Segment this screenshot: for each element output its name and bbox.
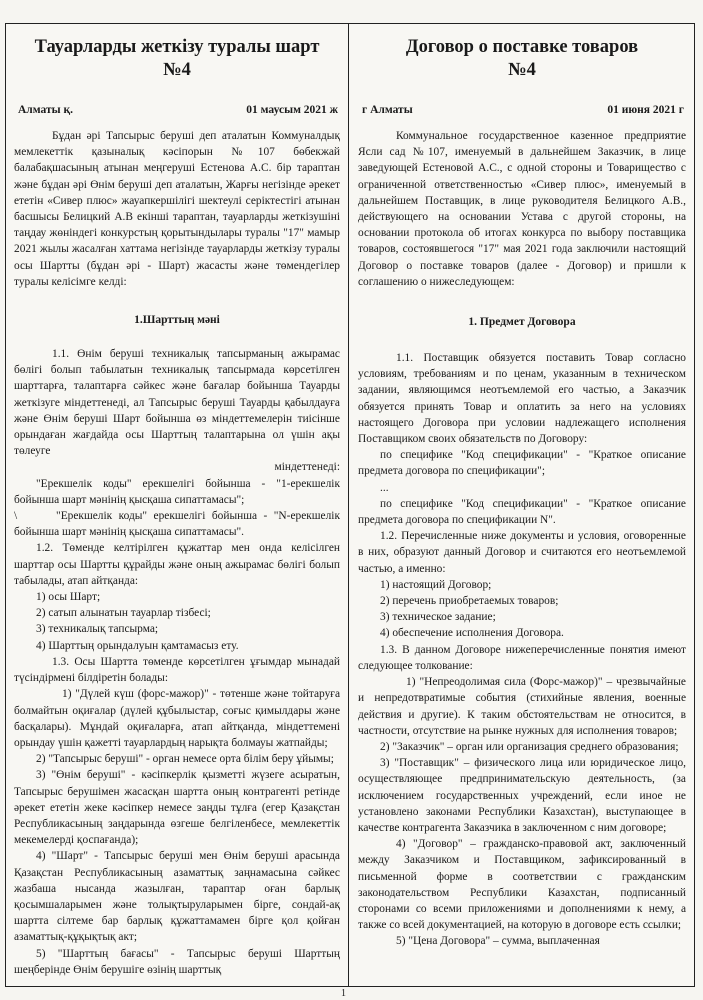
ru-definition-5: 5) "Цена Договора" – сумма, выплаченная — [396, 935, 600, 948]
kz-spec-mark: \ — [14, 510, 18, 523]
kz-definition-4: 4) "Шарт" - Тапсырыс беруші мен Өнім беруші арасында Қазақстан Республикасының азаматтық заңнамасына сәйкес жазбаша нысанда жазылған, тараптар оған барлық қосымшаларымен және толықтыруларымен бірге, сондай-ақ шартта сілтеме бар барлық құжаттамамен бірге қол қойған азаматтық-құқықтық акт; — [14, 850, 340, 944]
kz-definition-5: 5) "Шарттың бағасы" - Тапсырыс беруші Шарттың шеңберінде Өнім берушіге өзінің шарттық — [14, 947, 340, 976]
column-divider — [348, 24, 349, 986]
kz-clause-1-2: 1.2. Төменде келтірілген құжаттар мен онда келісілген шарттар осы Шартты құрайды және оның ажырамас бөлігі болып табылады, атап айтқанда: — [14, 542, 340, 587]
kz-city-date — [14, 104, 340, 116]
kz-list-item: 2) сатып алынатын тауарлар тізбесі; — [36, 607, 211, 620]
ru-clause-1-2: 1.2. Перечисленные ниже документы и условия, оговоренные в них, образуют данный Договор и считаются его неотъемлемой частью, а именно: — [358, 530, 686, 575]
ru-contract-number: №4 — [508, 60, 536, 80]
ru-definition-3: 3) "Поставщик" – физического лица или юридическое лицо, осуществляющее предпринимательскую деятельность, (за исключением государственных учреждений, если иное не установлено законами Республики Казахстан), выступающее в качестве контрагента Заказчика в заключенном с ним договоре; — [358, 757, 686, 834]
ru-spec-1: по спецификe "Код спецификации" - "Краткое описание предмета договора по спецификации"; — [358, 449, 686, 478]
kz-clause-1-1-text: 1.1. Өнім беруші техникалық тапсырманың ажырамас бөлігі болып табылатын техникалық тапсырмада көрсетілген шарттарға, талаптарға сәйкес және бағалар бойынша Тауарды жеткізуге міндеттенеді, ал Тапсырыс беруші Тауарды қабылдауға және Өнім беруші Шарт бойынша өз міндеттемелерін тиісінше орындаған жағдайда осы Шарттың талаптарына ол үшін ақы төлеуге — [14, 348, 340, 458]
kz-list-item: 4) Шарттың орындалуын қамтамасыз ету. — [36, 639, 239, 652]
kz-title — [14, 36, 340, 82]
ru-spec-n: по спецификe "Код спецификации" - "Краткое описание предмета договора по спецификации N". — [358, 497, 686, 527]
kz-city: Алматы қ. — [18, 104, 73, 116]
ru-list-item: 4) обеспечение исполнения Договора. — [380, 627, 564, 640]
ru-list-item: 2) перечень приобретаемых товаров; — [380, 595, 559, 608]
page-number: 1 — [341, 988, 346, 999]
contract-page — [5, 23, 695, 987]
kz-date: 01 маусым 2021 ж — [246, 104, 338, 116]
kz-intro: Бұдан әрі Тапсырыс беруші деп аталатын Коммуналдық мемлекеттік қазыналық кәсіпорын №107 бөбекжай балабақшасының атынан меңгеруші Естенова А.С. бір тараптан және бұдан әрі Өнім беруші деп аталатын, Жарғы негізінде әрекет ететін «Сивер плюс» жауапкершілігі шектеулі серіктестігі атынан басшысы Белицкий А.В екінші тараптан, тауарларды жеткізушіні таңдау жөніндегі конкурстың қорытындылары туралы "17" мамыр 2021 жылы жасалған хаттама негізінде тауарларды жеткізу туралы осы Шартты (бұдан әрі - Шарт) жасасты және төмендегілер туралы келісімге келді: — [14, 130, 340, 288]
ru-list-item: 1) настоящий Договор; — [380, 578, 492, 591]
kz-definition-2: 2) "Тапсырыс беруші" - орган немесе орта білім беру ұйымы; — [36, 753, 334, 766]
kz-section-1-heading: 1.Шарттың мәні — [134, 314, 220, 327]
kz-clause-1-1-end: міндеттенеді: — [274, 461, 340, 474]
ru-list-item: 3) техническое задание; — [380, 611, 496, 624]
ru-clause-1-3: 1.3. В данном Договоре нижеперечисленные понятия имеют следующее толкование: — [358, 643, 686, 672]
kz-clause-1-3: 1.3. Осы Шартта төменде көрсетілген ұғымдар мынадай түсіндірмені білдіретін болады: — [14, 655, 340, 685]
ru-section-1-heading: 1. Предмет Договора — [468, 316, 576, 329]
russian-column — [358, 24, 686, 986]
kz-list-item: 1) осы Шарт; — [36, 591, 101, 604]
ru-clause-1-1: 1.1. Поставщик обязуется поставить Товар согласно условиям, требованиям и по ценам, указанным в техническом задании, являющимся неотъемлемой его частью, а Заказчик обязуется принять Товар и оплатить за него на условиях настоящего Договора при условии надлежащего исполнения Поставщиком своих обязательств по Договору: — [358, 352, 686, 446]
ru-intro: Коммунальное государственное казенное предприятие Ясли сад №107, именуемый в дальнейшем Заказчик, в лице заведующей Естеновой А.С., с одной стороны и Товарищество с ограниченной ответственностью «Сивер плюс», именуемый в дальнейшем Поставщик, в лице руководителя Белицкого А.В., действующего на основании Устава с другой стороны, на основании протокола об итогах конкурса по выбору поставщика товаров, состоявшегося "17" мая 2021 года заключили настоящий Договор о поставке товаров (далее - Договор) и пришли к соглашению о нижеследующем: — [358, 130, 686, 288]
kz-clause-1-1 — [14, 346, 340, 459]
ru-definition-2: 2) "Заказчик" – орган или организация среднего образования; — [380, 740, 679, 753]
ru-title — [358, 36, 686, 82]
ru-title-text: Договор о поставке товаров — [405, 37, 639, 57]
kz-title-text: Тауарларды жеткізу туралы шарт — [34, 37, 320, 57]
ru-spec-dots: ... — [380, 481, 389, 494]
ru-definition-4: 4) "Договор" – гражданско-правовой акт, заключенный между Заказчиком и Поставщиком, зафиксированный в письменной форме в соответствии с гражданским законодательством Республики Казахстан, подписанный сторонами со всеми приложениями и дополнениями к нему, а также со всей документацией, на которую в договоре есть ссылки; — [358, 838, 686, 932]
ru-city: г Алматы — [362, 104, 413, 116]
kz-list-item: 3) техникалық тапсырма; — [36, 623, 159, 636]
kz-definition-3: 3) "Өнім беруші" - кәсіпкерлік қызметті жүзеге асыратын, Тапсырыс берушімен жасасқан шартта оның контрагенті ретінде әрекет ететін жеке кәсіпкер немесе заңды тұлға (егер Қазақстан Республикасының заңдарында өзгеше белгіленбесе, мемлекеттік мекемелерді қоспағанда); — [14, 769, 340, 847]
kz-contract-number: №4 — [163, 60, 191, 80]
kz-definition-1: 1) "Дүлей күш (форс-мажор)" - төтенше және тойтаруға болмайтын оқиғалар (дүлей құбылыстар, соғыс қимылдары және басқалары). Мұндай оқиғаларға, атап айтқанда, міндеттемені орындау үшін қажетті тауарлардың нарықта болмауы жатпайды; — [14, 688, 340, 749]
kz-spec-n — [14, 508, 340, 540]
kazakh-column — [14, 24, 340, 986]
ru-definition-1: 1) "Непреодолимая сила (Форс-мажор)" – чрезвычайные и непредотвратимые события (стихийные явления, военные действия и другие). К таким обстоятельствам не относится, в частности, отсутствие на рынке нужных для исполнения товаров; — [358, 676, 686, 737]
ru-date: 01 июня 2021 г — [607, 104, 684, 116]
kz-spec-1: "Ерекшелік коды" ерекшелігі бойынша - "1-ерекшелік бойынша шарт мәнінің қысқаша сипаттамасы"; — [14, 477, 340, 506]
kz-spec-n-text: "Ерекшелік коды" ерекшелігі бойынша - "N-ерекшелік бойынша шарт мәнінің қысқаша сипаттамасы". — [14, 510, 340, 539]
ru-city-date — [358, 104, 686, 116]
